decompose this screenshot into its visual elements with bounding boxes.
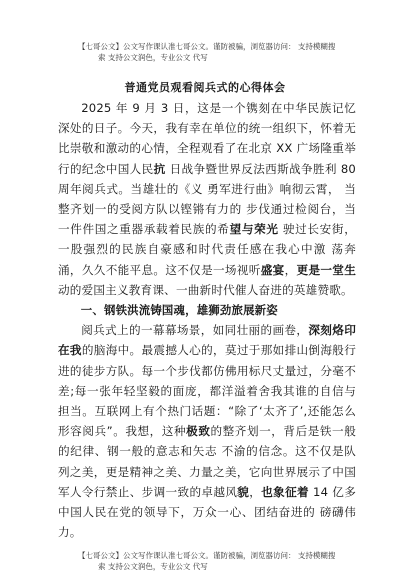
- intro-bold-4: 更是一堂生: [296, 262, 357, 277]
- intro-bold-1: 抗: [153, 161, 166, 176]
- document-title: 普通党员观看阅兵式的心得体会: [124, 81, 286, 94]
- intro-bold-3: 盛宴: [260, 262, 285, 277]
- sec1-text-6: 14 亿多中国人民在党的领导下，万众一心、团结奋进的 磅礴伟力。: [58, 484, 356, 540]
- sec1-text-5: ，: [249, 484, 262, 499]
- intro-text-4: ，: [284, 262, 297, 277]
- intro-bold-2: 望与荣光: [229, 222, 279, 237]
- sec1-text-4: 的整齐划一，背后是铁一般的纪律、钢一般的意志和矢志 不渝的信念。这不仅是队列之美，更是精神之美、力量之美，它向世界展示了中国军人令行禁止、步调一致的卓越风: [58, 424, 357, 499]
- intro-text-3: 驶过长安街，一股强烈的民族自豪感和时代责任感在我心中激 荡奔涌，久久不能平息。这不仅是一场视听: [58, 222, 356, 277]
- header-note-line2: 索 支持公文润色，专业公文 代写: [98, 53, 208, 62]
- sec1-text-2: ，如同壮丽的画卷，: [200, 323, 309, 338]
- footer-note-line2: 索 支持公文润色，专业公文 代写: [98, 562, 208, 571]
- footer-note-line1: 【七哥公文】公文写作课认准七哥公文。谨防被骗，浏览器访问： 支持模糊搜: [78, 551, 336, 560]
- document-body: [58, 98, 356, 542]
- section-heading-1: 一、钢铁洪流铸国魂，雄狮劲旅展新姿: [80, 303, 278, 318]
- intro-text-2: 日战争暨世界反法西斯战争胜利 80 周年阅兵式。当雄壮的《义 勇军进行曲》响彻云霄， 当整齐划一的受阅方队以铿锵有力的 步伐通过检阅台，当一件件国之重器承载着民族的希: [58, 161, 356, 237]
- sec1-text-1: 阅兵式上的一幕幕场景: [81, 323, 201, 338]
- intro-paragraph: [58, 98, 356, 300]
- sec1-bold-2: 极致: [186, 424, 211, 439]
- header-note-line1: 【七哥公文】公文写作课认准七哥公文。谨防被骗，浏览器访问： 支持模糊搜: [78, 42, 336, 51]
- sec1-text-3: 的脑海中。最震撼人心的，莫过于那如排山倒海般行进的徒步方队。每一个步伐都仿佛用标尺丈量过，分毫不差;每一张年轻坚毅的面庞，都洋溢着舍我其谁的自信与担当。互联网上有个热门话题：“除了‘太齐了’,还能怎么形容阅兵”。我想，这种: [58, 343, 356, 439]
- sec1-bold-4: 也象征着: [261, 484, 309, 499]
- intro-text-1: 2025 年 9 月 3 日，这是一个镌刻在中华民族记忆深处的日子。今天，我有幸在单位的统一组织下，怀着无比崇敬和激动的心情，全程观看了在北京 XX 广场隆重举行的纪念中国人民: [58, 101, 356, 176]
- sec1-bold-1: 深刻烙印在我: [58, 323, 356, 358]
- intro-text-5: 动的爱国主义教育课、一曲新时代催人奋进的英雄赞歌。: [58, 282, 353, 297]
- sec1-bold-3: 貌: [237, 484, 250, 499]
- section1-paragraph: [58, 320, 356, 542]
